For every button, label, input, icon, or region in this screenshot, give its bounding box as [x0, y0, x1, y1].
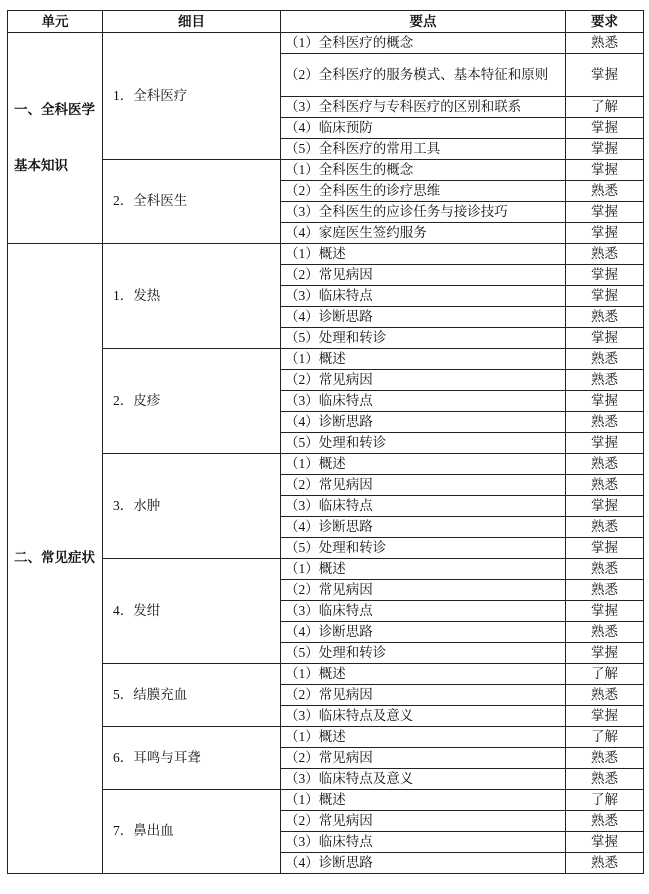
point-cell: （5）处理和转诊	[281, 327, 566, 348]
table-row	[8, 33, 644, 54]
item-cell: 2．皮疹	[103, 348, 281, 453]
point-cell: （3）临床特点	[281, 390, 566, 411]
point-cell: （4）诊断思路	[281, 411, 566, 432]
table-row	[8, 726, 644, 747]
requirement-cell: 熟悉	[566, 243, 644, 264]
point-cell: （5）处理和转诊	[281, 537, 566, 558]
point-cell: （2）全科医疗的服务模式、基本特征和原则	[281, 54, 566, 97]
item-cell: 5．结膜充血	[103, 663, 281, 726]
table-row	[8, 159, 644, 180]
point-cell: （4）诊断思路	[281, 621, 566, 642]
item-cell: 4．发绀	[103, 558, 281, 663]
requirement-cell: 掌握	[566, 285, 644, 306]
unit-label: 二、常见症状	[14, 550, 95, 566]
requirement-cell: 掌握	[566, 705, 644, 726]
requirement-cell: 熟悉	[566, 747, 644, 768]
requirement-cell: 熟悉	[566, 411, 644, 432]
requirement-cell: 熟悉	[566, 621, 644, 642]
requirement-cell: 掌握	[566, 264, 644, 285]
point-cell: （4）家庭医生签约服务	[281, 222, 566, 243]
point-cell: （2）全科医生的诊疗思维	[281, 180, 566, 201]
requirement-cell: 了解	[566, 726, 644, 747]
requirement-cell: 掌握	[566, 390, 644, 411]
requirement-cell: 熟悉	[566, 558, 644, 579]
requirement-cell: 熟悉	[566, 516, 644, 537]
point-cell: （1）概述	[281, 726, 566, 747]
requirement-cell: 熟悉	[566, 810, 644, 831]
table-row	[8, 558, 644, 579]
table-row	[8, 663, 644, 684]
requirement-cell: 掌握	[566, 159, 644, 180]
header-item: 细目	[103, 11, 281, 33]
requirement-cell: 掌握	[566, 537, 644, 558]
point-cell: （4）诊断思路	[281, 516, 566, 537]
requirement-cell: 掌握	[566, 222, 644, 243]
point-cell: （2）常见病因	[281, 810, 566, 831]
requirement-cell: 掌握	[566, 432, 644, 453]
requirement-cell: 掌握	[566, 642, 644, 663]
requirement-cell: 了解	[566, 789, 644, 810]
table-row	[8, 453, 644, 474]
point-cell: （1）概述	[281, 663, 566, 684]
requirement-cell: 熟悉	[566, 306, 644, 327]
point-cell: （1）概述	[281, 348, 566, 369]
point-cell: （2）常见病因	[281, 579, 566, 600]
unit-cell	[8, 243, 103, 873]
point-cell: （3）临床特点及意义	[281, 768, 566, 789]
requirement-cell: 了解	[566, 96, 644, 117]
header-unit: 单元	[8, 11, 103, 33]
point-cell: （3）临床特点	[281, 285, 566, 306]
requirement-cell: 熟悉	[566, 579, 644, 600]
table-row	[8, 243, 644, 264]
item-cell: 1．发热	[103, 243, 281, 348]
point-cell: （1）全科医生的概念	[281, 159, 566, 180]
point-cell: （3）临床特点	[281, 600, 566, 621]
point-cell: （3）临床特点及意义	[281, 705, 566, 726]
item-cell: 1．全科医疗	[103, 33, 281, 160]
point-cell: （2）常见病因	[281, 264, 566, 285]
point-cell: （3）全科医疗与专科医疗的区别和联系	[281, 96, 566, 117]
point-cell: （2）常见病因	[281, 474, 566, 495]
unit-cell	[8, 33, 103, 244]
point-cell: （4）临床预防	[281, 117, 566, 138]
unit-label: 基本知识	[14, 157, 68, 173]
requirement-cell: 了解	[566, 663, 644, 684]
item-cell: 6．耳鸣与耳聋	[103, 726, 281, 789]
point-cell: （3）临床特点	[281, 831, 566, 852]
requirement-cell: 掌握	[566, 831, 644, 852]
point-cell: （2）常见病因	[281, 684, 566, 705]
item-cell: 2．全科医生	[103, 159, 281, 243]
requirement-cell: 熟悉	[566, 348, 644, 369]
requirement-cell: 掌握	[566, 201, 644, 222]
requirement-cell: 掌握	[566, 117, 644, 138]
requirement-cell: 熟悉	[566, 33, 644, 54]
header-requirement: 要求	[566, 11, 644, 33]
point-cell: （3）全科医生的应诊任务与接诊技巧	[281, 201, 566, 222]
requirement-cell: 熟悉	[566, 474, 644, 495]
table-row	[8, 789, 644, 810]
point-cell: （5）处理和转诊	[281, 642, 566, 663]
point-cell: （2）常见病因	[281, 369, 566, 390]
point-cell: （3）临床特点	[281, 495, 566, 516]
point-cell: （1）概述	[281, 558, 566, 579]
unit-label: 一、全科医学	[14, 101, 95, 117]
requirement-cell: 熟悉	[566, 768, 644, 789]
point-cell: （4）诊断思路	[281, 306, 566, 327]
requirement-cell: 熟悉	[566, 684, 644, 705]
requirement-cell: 掌握	[566, 327, 644, 348]
requirement-cell: 熟悉	[566, 369, 644, 390]
requirement-cell: 掌握	[566, 495, 644, 516]
point-cell: （5）处理和转诊	[281, 432, 566, 453]
requirement-cell: 熟悉	[566, 453, 644, 474]
requirement-cell: 掌握	[566, 600, 644, 621]
requirement-cell: 熟悉	[566, 180, 644, 201]
item-cell: 3．水肿	[103, 453, 281, 558]
requirement-cell: 熟悉	[566, 852, 644, 873]
point-cell: （1）全科医疗的概念	[281, 33, 566, 54]
point-cell: （1）概述	[281, 453, 566, 474]
item-cell: 7．鼻出血	[103, 789, 281, 873]
requirement-cell: 掌握	[566, 54, 644, 97]
header-point: 要点	[281, 11, 566, 33]
header-row	[8, 11, 644, 33]
syllabus-table	[7, 10, 644, 874]
point-cell: （1）概述	[281, 243, 566, 264]
requirement-cell: 掌握	[566, 138, 644, 159]
point-cell: （4）诊断思路	[281, 852, 566, 873]
point-cell: （5）全科医疗的常用工具	[281, 138, 566, 159]
table-row	[8, 348, 644, 369]
point-cell: （1）概述	[281, 789, 566, 810]
point-cell: （2）常见病因	[281, 747, 566, 768]
